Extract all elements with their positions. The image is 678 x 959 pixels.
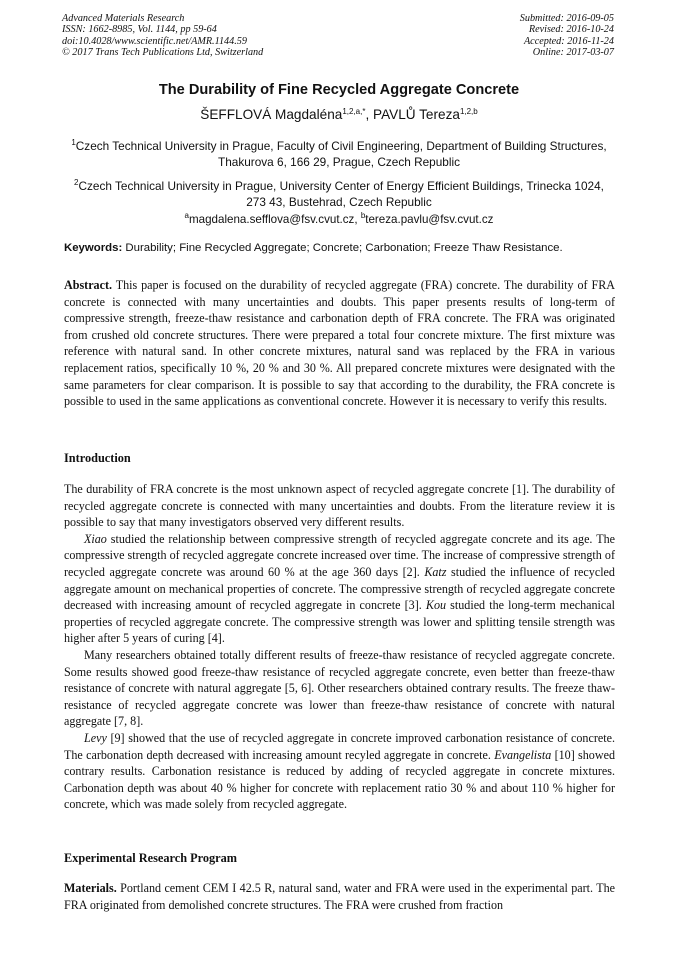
affiliation-1 [70,135,608,170]
email-b-mark: b [360,211,366,220]
introduction-heading: Introduction [64,451,131,465]
email-a[interactable]: magdalena.sefflova@fsv.cvut.cz, [189,213,361,226]
journal-name: Advanced Materials Research [62,13,185,24]
author-name-xiao: Xiao [84,531,107,546]
materials-paragraph [64,880,615,913]
author-emails [0,211,678,226]
author-2-marks: 1,2,b [459,107,478,116]
intro-paragraph-4 [64,730,615,813]
experimental-heading: Experimental Research Program [64,851,238,865]
keywords [64,242,616,254]
intro-paragraph-2-text-3: studied the long-term mechanical properties of recycled aggregate concrete. The compressive strength was lower and splitting tensile strength was higher after 5 years of curing [4]. [64,598,615,646]
intro-paragraph-3: Many researchers obtained totally different results of freeze-thaw resistance of recycled aggregate concrete. Some results showed good freeze-thaw resistance of recycled aggregate concrete, even better than freeze-thaw resistance of concrete with natural aggregate [5, 6]. Other researchers obtained contrary results. The freeze thaw-resistance of recycled aggregate concrete was lower than freeze-thaw resistance of concrete with natural aggregate [7, 8]. [64,647,615,729]
publication-dates [520,13,614,59]
author-name-levy: Levy [84,730,107,745]
author-1-marks: 1,2,a,* [342,107,366,116]
author-name-kou: Kou [425,598,447,613]
accepted-date: Accepted: 2016-11-24 [523,35,614,47]
abstract [64,277,615,410]
affiliation-2 [70,175,608,210]
intro-paragraph-2-text-1: studied the relationship between compressive strength of recycled aggregate concrete and its age. The compressive strength of recycled aggregate concrete increased over time. The increase of compressive strength of recycled aggregate concrete was around 60 % at the age 360 days [2]. [64,531,615,579]
submitted-date: Submitted: 2016-09-05 [519,13,614,24]
introduction-body [64,481,615,813]
materials-text: Portland cement CEM I 42.5 R, natural sand, water and FRA were used in the experimental part. The FRA originated from demolished concrete structures. The FRA were crushed from fraction [64,881,615,912]
intro-paragraph-2-text-2: studied the influence of recycled aggregate amount on mechanical properties of concrete. The compressive strength of recycled aggregate concrete decreased with increasing amount of recycled aggregate in concrete [3]. [64,564,615,613]
journal-info [62,13,263,59]
online-date: Online: 2017-03-07 [532,47,614,59]
issn-line: ISSN: 1662-8985, Vol. 1144, pp 59-64 [62,24,217,36]
author-2: PAVLŮ Tereza [373,107,460,122]
author-1: ŠEFFLOVÁ Magdaléna [200,107,343,122]
author-list [0,107,678,122]
affiliation-2-text: Czech Technical University in Prague, University Center of Energy Efficient Buildings, Trinecka 1024, 273 43, Bustehrad, Czech Republic [78,179,604,209]
intro-paragraph-2 [64,531,615,647]
keywords-label: Keywords: [64,242,123,254]
paper-title: The Durability of Fine Recycled Aggregate Concrete [158,82,520,98]
intro-paragraph-4-text-1: [9] showed that the use of recycled aggregate in concrete improved carbonation resistance of concrete. The carbonation depth decreased with increasing amount recyled aggregate in concrete. [64,730,615,762]
revised-date: Revised: 2016-10-24 [528,24,614,36]
intro-paragraph-1: The durability of FRA concrete is the most unknown aspect of recycled aggregate concrete [1]. The durability of recycled aggregate concrete is connected with many uncertainties and doubts. From the literature review it is possible to say that many investigators observed very different results. [64,482,615,530]
abstract-text: This paper is focused on the durability of recycled aggregate (FRA) concrete. The durability of FRA concrete is connected with many uncertainties and doubts. This paper presents results of long-term of compressive strength, freeze-thaw resistance and carbonation depth of FRA concrete. The FRA was originated from crushed old concrete structures. There were prepared a total four concrete mixture. The first mixture was reference with natural sand. In other concrete mixtures, natural sand was replaced by the FRA in various replacement ratios, specifically 10 %, 20 % and 30 %. All prepared concrete mixtures were designated with the same parameters for clear comparison. It is possible to say that according to the durability, the FRA concrete is possible to used in the same applications as conventional concrete. However it is necessary to verify this results. [64,278,615,409]
affiliation-1-text: Czech Technical University in Prague, Faculty of Civil Engineering, Department of Building Structures, Thakurova 6, 166 29, Prague, Czech Republic [75,139,607,169]
author-separator: , [365,107,374,122]
email-a-mark: a [184,211,189,220]
copyright-line: © 2017 Trans Tech Publications Ltd, Switzerland [62,47,264,59]
author-name-katz: Katz [424,564,447,579]
affiliation-1-mark: 1 [71,138,76,147]
doi-line: doi:10.4028/www.scientific.net/AMR.1144.59 [62,35,247,47]
email-b[interactable]: tereza.pavlu@fsv.cvut.cz [365,213,494,226]
author-name-evangelista: Evangelista [494,747,552,762]
intro-paragraph-4-text-2: [10] showed contrary results. Carbonation resistance is reduced by adding of recycled aggregate in concrete mixtures. Carbonation depth was about 40 % higher for concrete with replacement ratio 30 % and about 110 % higher for concrete, which was made solely from recycled aggregate. [64,747,615,812]
materials-label: Materials. [64,881,117,895]
abstract-label: Abstract. [64,278,113,292]
keywords-text: Durability; Fine Recycled Aggregate; Concrete; Carbonation; Freeze Thaw Resistance. [122,242,563,254]
affiliation-2-mark: 2 [74,178,79,187]
